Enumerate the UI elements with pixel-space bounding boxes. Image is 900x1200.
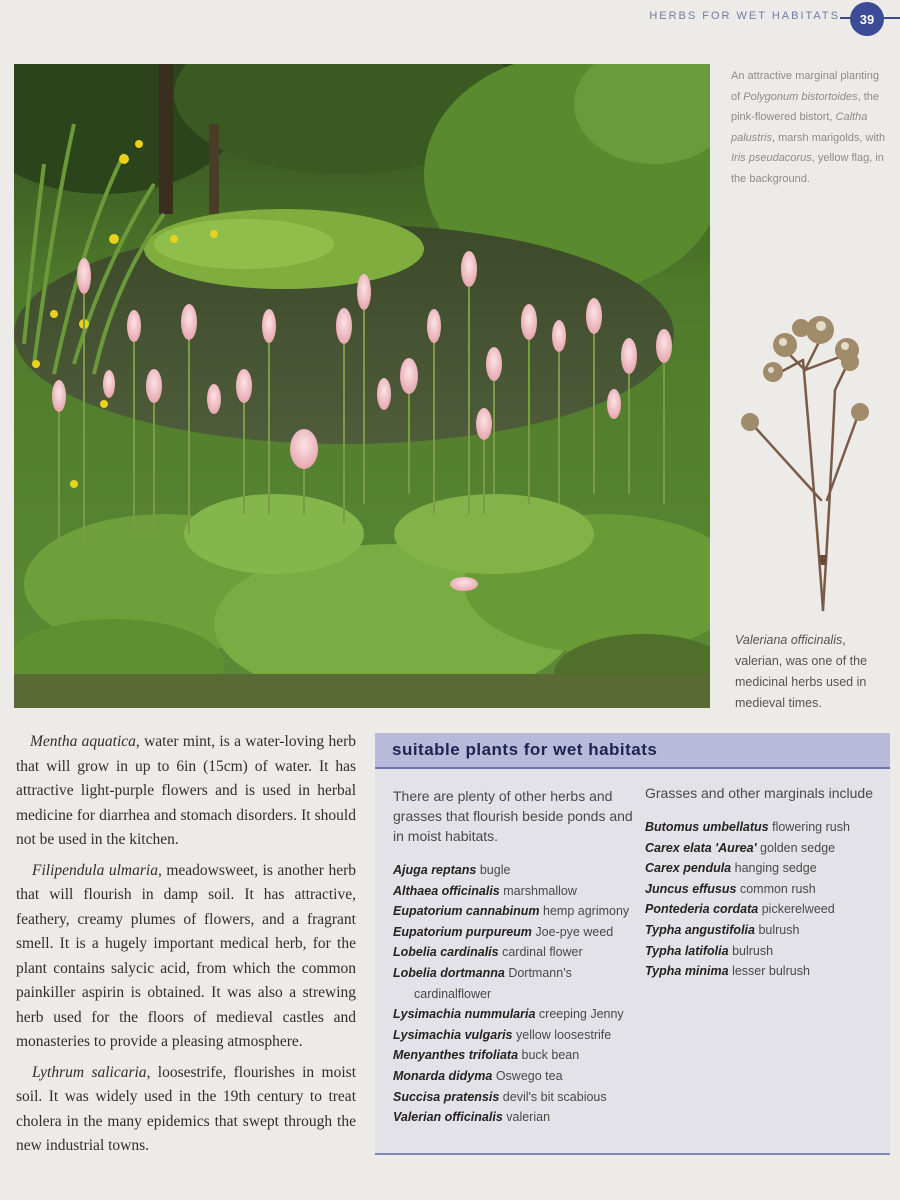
panel-left-column: [393, 786, 633, 1128]
plant-common-name: pickerelweed: [761, 902, 835, 917]
body-paragraph: [16, 859, 356, 1055]
plant-latin-name: Ajuga reptans: [393, 863, 477, 877]
plant-latin-name: Lysimachia nummularia: [393, 1007, 536, 1022]
left-intro: There are plenty of other herbs and grasses that flourish beside ponds and in moist habitats.: [393, 788, 633, 844]
plant-list-item: [645, 879, 885, 900]
plant-list-item: [645, 858, 885, 879]
plant-list-item: [393, 1087, 633, 1108]
caption-text: An attractive marginal planting of: [731, 70, 879, 103]
plant-list-item: [393, 860, 633, 881]
plant-common-name: marshmallow: [503, 883, 577, 898]
panel-bottom-rule: [375, 1153, 890, 1155]
plant-list-item: [645, 961, 885, 982]
plant-latin-name: Typha minima: [645, 964, 729, 979]
valerian-drawing: [735, 300, 885, 620]
plant-common-name: devil's bit scabious: [502, 1089, 607, 1104]
specimen-caption: [735, 630, 895, 714]
plant-common-name: bulrush: [732, 943, 774, 958]
panel-right-column: [645, 783, 885, 982]
plant-list-item: [645, 899, 885, 920]
paragraph-text: , meadowsweet, is another herb that will flourish in damp soil. It has attractive, feathery, creamy plumes of flowers, and a fragrant smell. It is a hugely important medical herb, for the plant contains salycic acid, from which the common painkiller aspirin is obtained. It was also a strewing herb used for the floors of medieval castles and monasteries to provide a pleasing atmosphere.: [16, 861, 356, 1050]
garden-photo: [14, 64, 710, 708]
caption-latin: Caltha palustris: [731, 111, 868, 144]
plant-common-name: Dortmann's: [508, 965, 572, 980]
plant-list-item: [645, 838, 885, 859]
plant-common-name: valerian: [506, 1110, 551, 1125]
plant-common-name: hemp agrimony: [543, 904, 630, 919]
plant-common-name: cardinal flower: [502, 945, 583, 960]
plant-latin-name: Eupatorium purpureum: [393, 924, 532, 939]
left-plant-list: [393, 860, 633, 1128]
plant-list-item: [393, 1107, 633, 1128]
plant-common-name: yellow loosestrife: [516, 1027, 612, 1042]
caption-latin: Polygonum bistortoides: [743, 90, 858, 103]
running-head: HERBS FOR WET HABITATS: [649, 10, 840, 22]
plant-latin-name: Typha angustifolia: [645, 922, 755, 937]
plant-latin-name: Valerian officinalis: [393, 1110, 503, 1125]
plants-panel: [375, 733, 890, 1155]
plant-common-name: bugle: [479, 863, 511, 877]
plant-latin-name: Succisa pratensis: [393, 1089, 500, 1104]
plant-list-item: [393, 1066, 633, 1087]
plant-common-name: Oswego tea: [495, 1068, 563, 1083]
plant-list-item: [393, 901, 633, 922]
caption-text: , marsh marigolds, with: [771, 131, 886, 144]
body-paragraph: [16, 730, 356, 853]
plant-list-item: [393, 1045, 633, 1066]
plant-list-item: [393, 1025, 633, 1046]
paragraph-latin-name: Lythrum salicaria: [32, 1063, 147, 1081]
plant-latin-name: Althaea officinalis: [393, 883, 500, 898]
plant-latin-name: Carex pendula: [645, 861, 732, 876]
plant-latin-name: Menyanthes trifoliata: [393, 1048, 519, 1063]
plant-latin-name: Lysimachia vulgaris: [393, 1027, 513, 1042]
paragraph-text: , loosestrife, flourishes in moist soil. It was widely used in the 19th century to treat cholera in the many epidemics that swept through the new industrial towns.: [16, 1063, 357, 1154]
plant-common-name: buck bean: [521, 1048, 580, 1063]
body-paragraph: [16, 1061, 356, 1159]
specimen-caption-latin: Valeriana officinalis: [735, 633, 843, 647]
plant-common-name: flowering rush: [772, 820, 850, 834]
plant-list-item: [393, 922, 633, 943]
plant-latin-name: Butomus umbellatus: [645, 820, 769, 834]
photo-caption: [731, 66, 891, 189]
plant-latin-name: Lobelia dortmanna: [393, 965, 505, 980]
right-intro: Grasses and other marginals include: [645, 785, 874, 801]
plant-common-name: hanging sedge: [734, 861, 817, 876]
page-number-badge: [850, 2, 884, 36]
plant-list-item: [645, 941, 885, 962]
paragraph-latin-name: Mentha aquatica: [30, 733, 136, 750]
caption-text: , yellow flag, in the background.: [731, 152, 884, 185]
plant-latin-name: Carex elata 'Aurea': [645, 840, 757, 855]
plant-common-name: creeping Jenny: [538, 1007, 624, 1022]
plant-list-item: [645, 817, 885, 838]
plant-common-name: lesser bulrush: [732, 964, 810, 979]
plant-latin-name: Eupatorium cannabinum: [393, 904, 540, 919]
plant-latin-name: Typha latifolia: [645, 943, 729, 958]
plant-common-name: Joe-pye weed: [535, 924, 614, 939]
caption-text: , the pink-flowered bistort,: [731, 90, 879, 123]
specimen-caption-text: , valerian, was one of the medicinal herbs used in medieval times.: [735, 633, 868, 710]
right-plant-list: [645, 817, 885, 982]
plant-common-name: golden sedge: [760, 840, 836, 855]
pond-planting-illustration: [14, 64, 710, 708]
plant-list-item: [393, 942, 633, 963]
page-header: [0, 0, 900, 40]
paragraph-text: , water mint, is a water-loving herb that will grow in up to 6in (15cm) of water. It has attractive light-purple flowers and is used in herbal medicine for diarrhea and stomach disorders. It should not be used in the kitchen.: [16, 733, 357, 848]
plant-common-name-continued: cardinalflower: [414, 986, 492, 1001]
plant-latin-name: Lobelia cardinalis: [393, 945, 499, 960]
plant-latin-name: Pontederia cordata: [645, 902, 759, 917]
panel-title-bar: [375, 733, 890, 769]
plant-latin-name: Monarda didyma: [393, 1068, 493, 1083]
caption-latin: Iris pseudacorus: [731, 152, 812, 164]
plant-common-name: common rush: [739, 881, 816, 896]
plant-latin-name: Juncus effusus: [645, 881, 737, 896]
body-text: [16, 730, 356, 1165]
page-number: 39: [859, 11, 875, 27]
valerian-specimen-image: [735, 300, 885, 620]
plant-common-name: bulrush: [758, 922, 800, 937]
panel-title: suitable plants for wet habitats: [392, 740, 658, 759]
plant-list-item: [645, 920, 885, 941]
plant-list-item: [393, 963, 633, 1004]
paragraph-latin-name: Filipendula ulmaria: [32, 861, 158, 879]
plant-list-item: [393, 1004, 633, 1025]
plant-list-item: [393, 881, 633, 902]
